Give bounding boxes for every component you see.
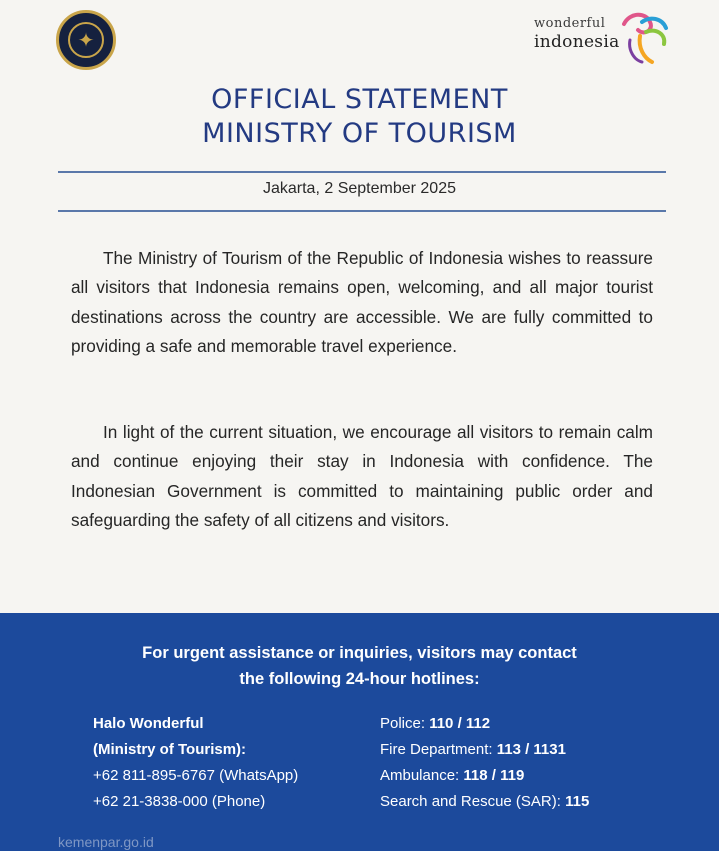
hotline-label: Search and Rescue (SAR): <box>380 793 561 810</box>
contact-phone: +62 21-3838-000 (Phone) <box>93 793 266 810</box>
website-url: kemenpar.go.id <box>58 834 154 850</box>
hotline-label: Ambulance: <box>380 767 460 784</box>
dateline: Jakarta, 2 September 2025 <box>262 180 456 197</box>
garuda-emblem-icon: ✦ <box>68 22 104 58</box>
hotline-number: 118 / 119 <box>463 767 525 784</box>
garuda-swirl-icon <box>616 10 674 66</box>
hotline-ambulance <box>380 763 589 789</box>
statement-paragraph-1: The Ministry of Tourism of the Republic of Indonesia wishes to reassure all visitors that Indonesia remains open, welcoming, and all major tourist destinations across the country are accessible. We are fully committed to providing a safe and memorable travel experience. <box>71 248 653 356</box>
hotline-label: Fire Department: <box>380 741 493 758</box>
halo-wonderful-contact <box>93 711 298 815</box>
hotline-police <box>380 711 589 737</box>
page-title-line1: OFFICIAL STATEMENT <box>211 84 508 115</box>
statement-paragraph-2: In light of the current situation, we encourage all visitors to remain calm and continue enjoying their stay in Indonesia with confidence. The Indonesian Government is committed to maintaining public order and safeguarding the safety of all citizens and visitors. <box>71 422 653 530</box>
hotline-heading <box>0 640 719 692</box>
hotline-number: 113 / 1131 <box>496 741 566 758</box>
contact-whatsapp: +62 811-895-6767 (WhatsApp) <box>93 767 299 784</box>
brand-line-indonesia: indonesia <box>534 32 620 52</box>
hotline-heading-line1: For urgent assistance or inquiries, visitors may contact <box>142 644 577 662</box>
hotline-heading-line2: the following 24-hour hotlines: <box>239 670 480 688</box>
divider-top <box>58 171 666 173</box>
page-title-line2: MINISTRY OF TOURISM <box>202 118 517 149</box>
hotline-number: 110 / 112 <box>429 715 491 732</box>
emergency-numbers <box>380 711 589 815</box>
divider-bottom <box>58 210 666 212</box>
hotline-label: Police: <box>380 715 426 732</box>
hotline-number: 115 <box>565 793 590 810</box>
contact-name-line2: (Ministry of Tourism): <box>93 741 247 758</box>
ministry-seal-logo <box>56 10 116 70</box>
contact-name-line1: Halo Wonderful <box>93 715 204 732</box>
hotline-fire <box>380 737 589 763</box>
brand-line-wonderful: wonderful <box>534 16 606 31</box>
hotline-sar <box>380 789 589 815</box>
hotline-footer <box>0 613 719 851</box>
wonderful-indonesia-logo <box>534 10 684 66</box>
